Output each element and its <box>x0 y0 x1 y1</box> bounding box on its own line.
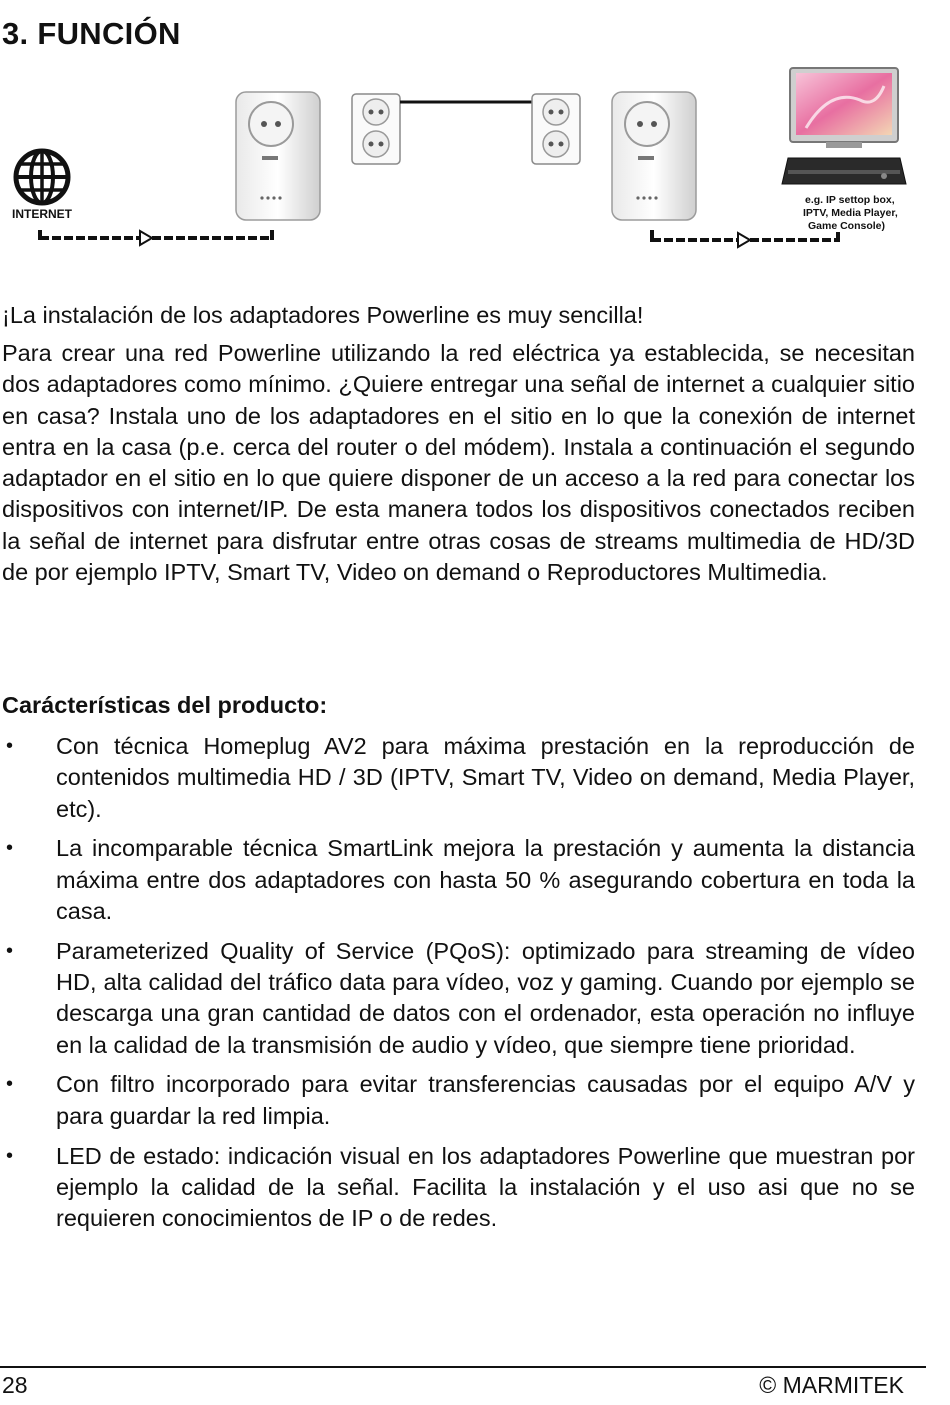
section-title: 3. FUNCIÓN <box>2 16 181 51</box>
feature-text: Con filtro incorporado para evitar transferencias causadas por el equipo A/V y para guardar la red limpia. <box>56 1071 915 1129</box>
right-signal-line <box>652 230 838 247</box>
feature-item <box>0 731 915 825</box>
internet-label: INTERNET <box>12 207 72 221</box>
feature-item <box>0 936 915 1061</box>
device-caption-line-2: IPTV, Media Player, <box>803 207 898 219</box>
tv-icon <box>790 68 898 148</box>
left-signal-line <box>40 230 272 245</box>
powerline-adapter-left <box>236 92 320 220</box>
features-heading: Carácterísticas del producto: <box>2 692 328 718</box>
feature-item <box>0 833 915 927</box>
bullet-icon: • <box>6 1073 14 1096</box>
intro-text: ¡La instalación de los adaptadores Powerline es muy sencilla! <box>2 302 644 328</box>
footer-divider <box>0 1366 926 1368</box>
feature-text: Con técnica Homeplug AV2 para máxima prestación en la reproducción de contenidos multimedia HD / 3D (IPTV, Smart TV, Video on demand, Media Player, etc). <box>56 733 915 822</box>
page-number: 28 <box>2 1372 28 1398</box>
description-paragraph: Para crear una red Powerline utilizando la red eléctrica ya establecida, se necesitan dos adaptadores como mínimo. ¿Quiere entregar una señal de internet a cualquier sitio en casa? Instala uno de los adaptadores en el sitio en lo que la conexión de internet entra en la casa (p.e. cerca del router o del módem). Instala a continuación el segundo adaptador en el sitio en lo que quiere disponer de un acceso a la red para conectar los dispositivos con internet/IP. De esta manera todos los dispositivos conectados reciben la señal de internet para disfrutar entre otras cosas de streams multimedia de HD/3D de por ejemplo IPTV, Smart TV, Video on demand o Reproductores Multimedia. <box>2 340 915 586</box>
powerline-adapter-right <box>612 92 696 220</box>
features-list <box>0 731 915 1243</box>
powerline-setup-diagram <box>0 58 950 258</box>
feature-text: LED de estado: indicación visual en los adaptadores Powerline que muestran por ejemplo la calidad de la señal. Facilita la instalación y el uso asi que no se requieren conocimientos de IP o de redes. <box>56 1142 915 1232</box>
bullet-icon: • <box>6 735 14 757</box>
feature-item <box>0 1141 915 1235</box>
wall-socket-right <box>532 94 580 164</box>
feature-text: Parameterized Quality of Service (PQoS): optimizado para streaming de vídeo HD, alta calidad del tráfico data para vídeo, voz y gaming. Cuando por ejemplo se descarga una gran cantidad de datos con el ordenador, esta operación no influye en la calidad de la transmisión de audio y vídeo, que siempre tiene prioridad. <box>56 937 915 1058</box>
settop-box-icon <box>782 158 906 184</box>
feature-item <box>0 1069 915 1132</box>
device-caption-line-1: e.g. IP settop box, <box>805 194 895 206</box>
bullet-icon: • <box>6 939 14 962</box>
copyright-notice: © MARMITEK <box>759 1372 904 1398</box>
device-caption-line-3: Game Console) <box>808 220 886 232</box>
feature-text: La incomparable técnica SmartLink mejora la prestación y aumenta la distancia máxima entre dos adaptadores con hasta 50 % asegurando cobertura en toda la casa. <box>56 835 915 924</box>
wall-socket-left <box>352 94 400 164</box>
bullet-icon: • <box>6 1144 14 1167</box>
bullet-icon: • <box>6 837 14 860</box>
globe-icon <box>16 151 68 203</box>
